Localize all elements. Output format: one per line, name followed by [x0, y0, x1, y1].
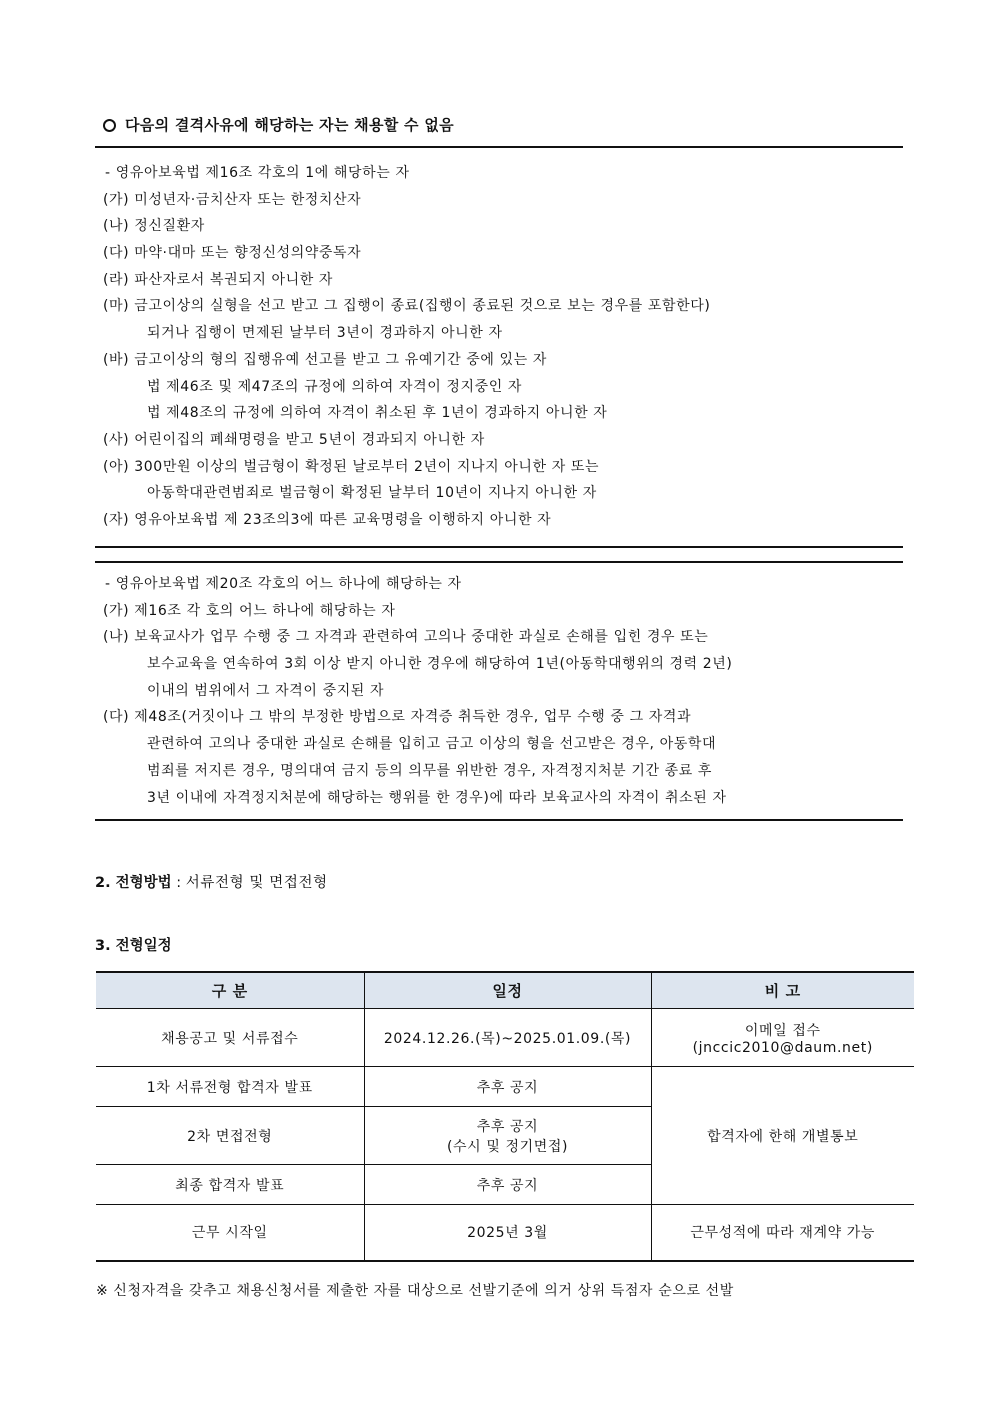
- list-item-continuation: 3년 이내에 자격정지처분에 해당하는 행위를 한 경우)에 따라 보육교사의 자격이 취소된 자: [147, 789, 727, 806]
- cell-category: 최종 합격자 발표: [96, 1165, 364, 1205]
- divider: [95, 561, 903, 563]
- list-item: (사) 어린이집의 폐쇄명령을 받고 5년이 경과되지 아니한 자: [103, 431, 485, 448]
- footnote: ※ 신청자격을 갖추고 채용신청서를 제출한 자를 대상으로 선발기준에 의거 상위 득점자 순으로 선발: [96, 1283, 734, 1299]
- disqualification-block-2: [103, 571, 893, 811]
- table-header-row: [96, 972, 914, 1009]
- table-row: [96, 1205, 914, 1261]
- list-item: (나) 보육교사가 업무 수행 중 그 자격과 관련하여 고의나 중대한 과실로 손해를 입힌 경우 또는: [103, 629, 709, 646]
- section-3-title: [95, 934, 172, 955]
- list-item: - 영유아보육법 제20조 각호의 어느 하나에 해당하는 자: [105, 576, 462, 592]
- schedule-line: 추후 공지: [476, 1118, 539, 1135]
- cell-category: 1차 서류전형 합격자 발표: [96, 1067, 364, 1107]
- cell-schedule: 추후 공지: [364, 1067, 651, 1107]
- cell-remarks: 근무성적에 따라 재계약 가능: [651, 1205, 914, 1261]
- schedule-line: (수시 및 정기면접): [446, 1138, 569, 1155]
- table-row: [96, 1009, 914, 1067]
- list-item: (아) 300만원 이상의 벌금형이 확정된 날로부터 2년이 지나지 아니한 자 또는: [103, 458, 600, 475]
- cell-category: 2차 면접전형: [96, 1107, 364, 1165]
- cell-schedule: 2025년 3월: [364, 1205, 651, 1261]
- list-item-continuation: 이내의 범위에서 그 자격이 중지된 자: [147, 682, 385, 699]
- list-item-continuation: 법 제46조 및 제47조의 규정에 의하여 자격이 정지중인 자: [147, 378, 523, 395]
- divider: [95, 819, 903, 821]
- divider: [95, 146, 903, 148]
- heading-text: 다음의 결격사유에 해당하는 자는 채용할 수 없음: [125, 116, 454, 134]
- cell-schedule: 추후 공지: [364, 1165, 651, 1205]
- cell-remarks-merged: 합격자에 한해 개별통보: [651, 1067, 914, 1205]
- cell-category: 근무 시작일: [96, 1205, 364, 1261]
- remarks-line: 이메일 접수: [744, 1022, 821, 1039]
- list-item-continuation: 법 제48조의 규정에 의하여 자격이 취소된 후 1년이 경과하지 아니한 자: [147, 405, 608, 422]
- column-header-remarks: 비 고: [651, 972, 914, 1009]
- list-item-continuation: 되거나 집행이 면제된 날부터 3년이 경과하지 아니한 자: [147, 325, 503, 342]
- disqualification-heading: [103, 114, 454, 135]
- cell-category: 채용공고 및 서류접수: [96, 1009, 364, 1067]
- cell-remarks: [651, 1009, 914, 1067]
- table-row: [96, 1067, 914, 1107]
- schedule-table: [96, 971, 914, 1262]
- list-item: (다) 제48조(거짓이나 그 밖의 부정한 방법으로 자격증 취득한 경우, 업무 수행 중 그 자격과: [103, 709, 692, 726]
- list-item-continuation: 관련하여 고의나 중대한 과실로 손해를 입히고 금고 이상의 형을 선고받은 경우, 아동학대: [147, 736, 717, 753]
- section-2-label: 2. 전형방법: [95, 875, 172, 891]
- divider: [95, 546, 903, 548]
- email-address: (jnccic2010@daum.net): [692, 1039, 873, 1056]
- list-item: (라) 파산자로서 복권되지 아니한 자: [103, 271, 334, 288]
- column-header-category: 구 분: [96, 972, 364, 1009]
- list-item-continuation: 아동학대관련범죄로 벌금형이 확정된 날부터 10년이 지나지 아니한 자: [147, 485, 597, 502]
- list-item: - 영유아보육법 제16조 각호의 1에 해당하는 자: [105, 165, 410, 181]
- cell-schedule: 2024.12.26.(목)~2025.01.09.(목): [364, 1009, 651, 1067]
- list-item: (다) 마약·대마 또는 향정신성의약중독자: [103, 245, 362, 262]
- list-item-continuation: 범죄를 저지른 경우, 명의대여 금지 등의 의무를 위반한 경우, 자격정지처분 기간 종료 후: [147, 762, 713, 779]
- list-item: (자) 영유아보육법 제 23조의3에 따른 교육명령을 이행하지 아니한 자: [103, 511, 552, 528]
- list-item: (가) 제16조 각 호의 어느 하나에 해당하는 자: [103, 602, 396, 619]
- list-item: (가) 미성년자·금치산자 또는 한정치산자: [103, 191, 362, 208]
- section-3-label: 3. 전형일정: [95, 938, 172, 954]
- section-2-title: [95, 871, 328, 892]
- list-item-continuation: 보수교육을 연속하여 3회 이상 받지 아니한 경우에 해당하여 1년(아동학대행위의 경력 2년): [147, 656, 733, 673]
- list-item: (마) 금고이상의 실형을 선고 받고 그 집행이 종료(집행이 종료된 것으로 보는 경우를 포함한다): [103, 298, 711, 315]
- section-2-value: 서류전형 및 면접전형: [185, 875, 328, 891]
- disqualification-block-1: [103, 160, 893, 534]
- list-item: (나) 정신질환자: [103, 218, 205, 235]
- section-2-separator: :: [171, 875, 186, 891]
- circle-bullet-icon: [103, 119, 116, 132]
- cell-schedule: [364, 1107, 651, 1165]
- list-item: (바) 금고이상의 형의 집행유예 선고를 받고 그 유예기간 중에 있는 자: [103, 351, 547, 368]
- column-header-schedule: 일정: [364, 972, 651, 1009]
